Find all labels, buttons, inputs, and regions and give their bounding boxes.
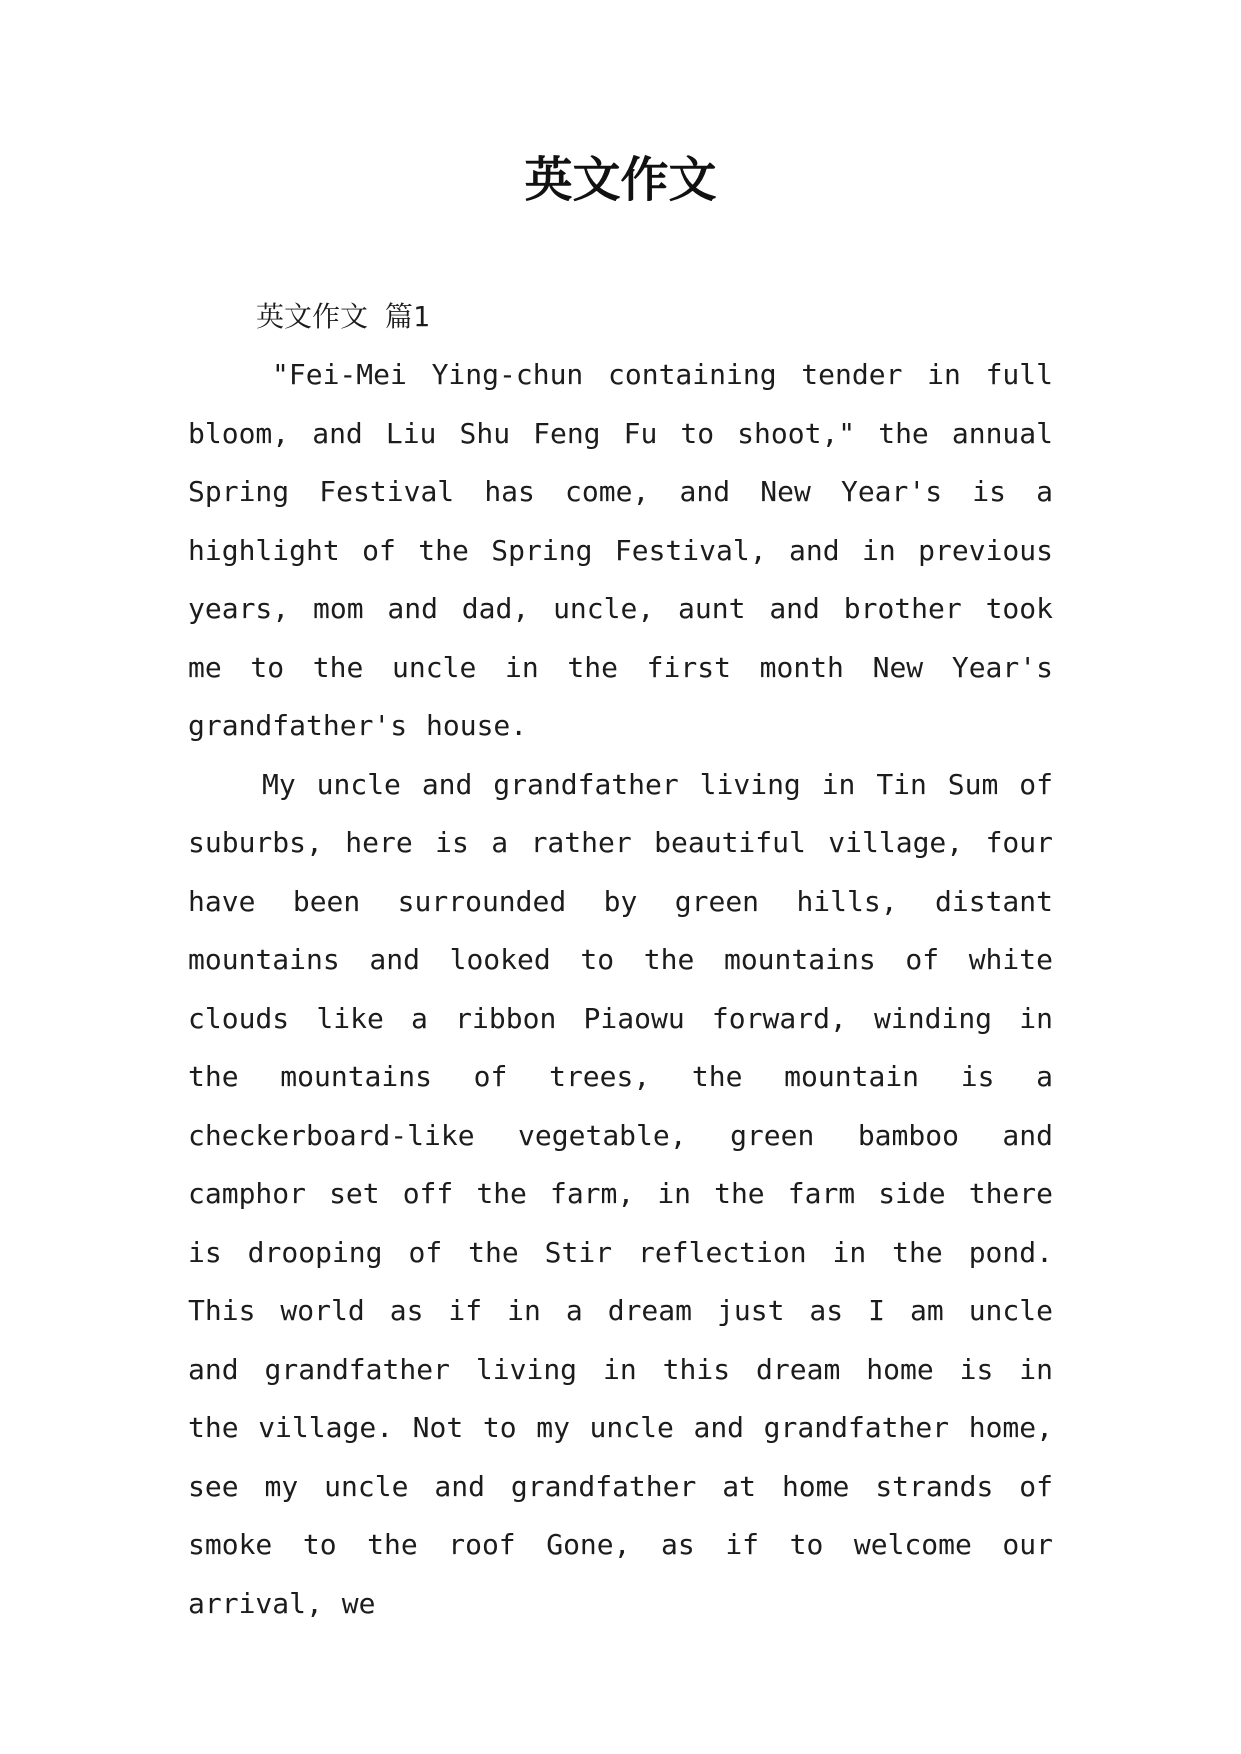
paragraph-2: My uncle and grandfather living in Tin Sum of suburbs, here is a rather beautiful village, four have been surrounded by green hills, distant mountains and looked to the mountains of white clouds like a ribbon Piaowu forward, winding in the mountains of trees, the mountain is a checkerboard-like vegetable, green bamboo and camphor set off the farm, in the farm side there is drooping of the Stir reflection in the pond. This world as if in a dream just as I am uncle and grandfather living in this dream home is in the village. Not to my uncle and grandfather home, see my uncle and grandfather at home strands of smoke to the roof Gone, as if to welcome our arrival, we [188,767,1053,1620]
paragraph-1: "Fei-Mei Ying-chun containing tender in full bloom, and Liu Shu Feng Fu to shoot," the annual Spring Festival has come, and New Year's is a highlight of the Spring Festival, and in previous years, mom and dad, uncle, aunt and brother took me to the uncle in the first month New Year's grandfather's house. [188,358,1053,742]
document-body [188,288,1053,1633]
section-heading: 英文作文 篇1 [256,300,430,333]
document-title: 英文作文 [524,152,717,208]
